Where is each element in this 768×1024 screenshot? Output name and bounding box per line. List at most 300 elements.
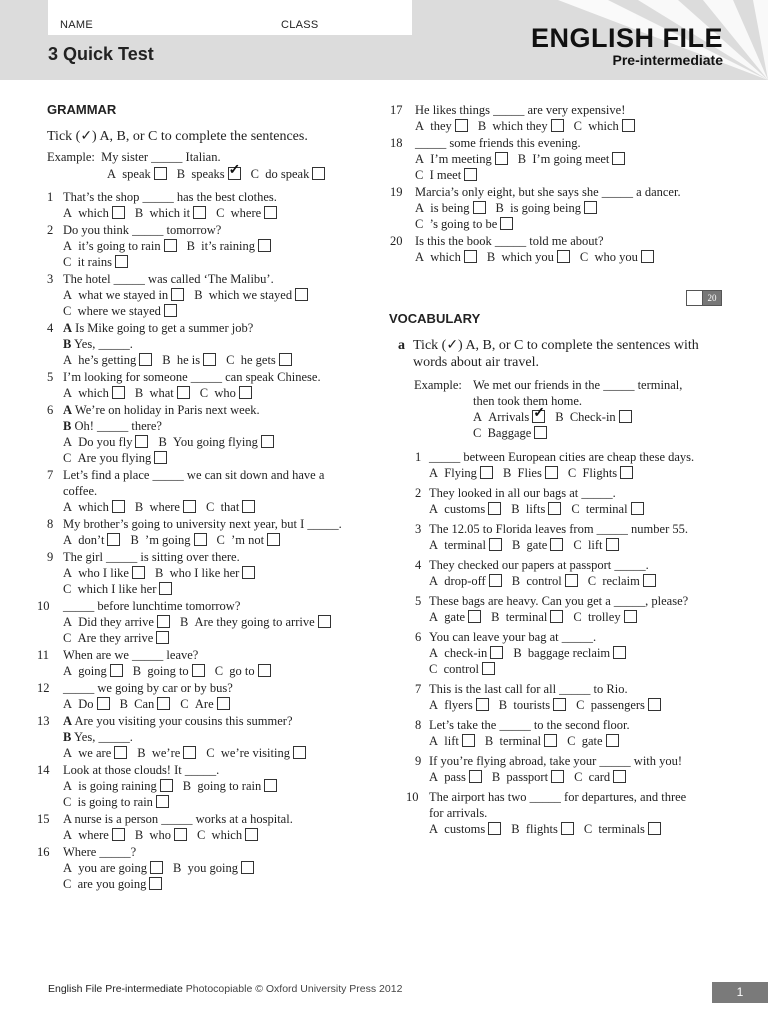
option-letter: A <box>429 698 439 712</box>
answer-checkbox[interactable] <box>488 502 501 515</box>
option-text: where we stayed <box>77 304 161 318</box>
grammar-heading: GRAMMAR <box>47 102 117 117</box>
answer-checkbox[interactable] <box>112 500 125 513</box>
answer-checkbox[interactable] <box>154 167 167 180</box>
option-letter: C <box>226 353 235 367</box>
answer-option[interactable] <box>429 697 489 713</box>
answer-checkbox[interactable] <box>164 304 177 317</box>
answer-option[interactable] <box>487 249 570 265</box>
answer-checkbox[interactable] <box>489 574 502 587</box>
options-row <box>63 385 382 401</box>
answer-option[interactable] <box>511 501 561 517</box>
options-row <box>63 254 382 270</box>
answer-option[interactable] <box>197 827 258 843</box>
question-number: 3 <box>47 272 54 286</box>
option-text: where <box>230 206 262 220</box>
answer-checkbox[interactable] <box>193 206 206 219</box>
answer-option[interactable] <box>588 573 656 589</box>
answer-checkbox[interactable] <box>612 152 625 165</box>
question-item <box>403 485 724 517</box>
answer-checkbox[interactable] <box>480 466 493 479</box>
answer-option[interactable] <box>130 532 206 548</box>
option-letter: B <box>173 861 182 875</box>
answer-checkbox[interactable] <box>154 451 167 464</box>
answer-option[interactable] <box>135 205 206 221</box>
answer-checkbox[interactable] <box>561 822 574 835</box>
answer-option[interactable] <box>162 352 216 368</box>
answer-checkbox[interactable] <box>217 697 230 710</box>
answer-option[interactable] <box>194 287 308 303</box>
answer-option[interactable] <box>512 537 563 553</box>
answer-option[interactable] <box>137 745 196 761</box>
answer-option[interactable] <box>571 501 643 517</box>
option-text: Are they going to arrive <box>194 615 315 629</box>
question-number: 14 <box>37 763 50 777</box>
options-row <box>63 696 382 712</box>
vocab-example-label: Example: <box>414 378 462 392</box>
answer-option[interactable] <box>573 537 618 553</box>
answer-checkbox[interactable] <box>97 697 110 710</box>
answer-checkbox[interactable] <box>488 822 501 835</box>
answer-option[interactable] <box>63 581 172 597</box>
question-item <box>47 271 382 319</box>
answer-option[interactable] <box>429 537 502 553</box>
question-number: 18 <box>390 136 403 150</box>
option-text: gate <box>444 610 466 624</box>
question-text: They checked our papers at passport _____. <box>429 558 649 572</box>
answer-checkbox[interactable] <box>174 828 187 841</box>
answer-checkbox[interactable] <box>258 239 271 252</box>
option-letter: A <box>63 353 73 367</box>
answer-option[interactable] <box>63 254 128 270</box>
answer-option[interactable] <box>177 166 241 182</box>
answer-checkbox[interactable] <box>464 168 477 181</box>
answer-option[interactable] <box>485 733 557 749</box>
option-letter: C <box>250 167 260 181</box>
question-text: They looked in all our bags at _____. <box>429 486 616 500</box>
options-row <box>415 151 724 167</box>
options-row <box>63 205 382 221</box>
answer-checkbox[interactable] <box>624 610 637 623</box>
question-number: 10 <box>406 790 419 804</box>
answer-checkbox[interactable] <box>619 410 632 423</box>
answer-option[interactable] <box>107 166 167 182</box>
option-text: is going being <box>510 201 581 215</box>
answer-option[interactable] <box>251 166 326 182</box>
answer-option[interactable] <box>491 609 563 625</box>
answer-checkbox[interactable] <box>620 466 633 479</box>
answer-option[interactable] <box>512 573 578 589</box>
answer-option[interactable] <box>215 663 271 679</box>
options-row <box>429 697 724 713</box>
answer-checkbox[interactable] <box>183 500 196 513</box>
answer-checkbox[interactable] <box>613 770 626 783</box>
answer-option[interactable] <box>63 385 125 401</box>
answer-option[interactable] <box>63 778 173 794</box>
answer-checkbox[interactable] <box>279 353 292 366</box>
answer-option[interactable] <box>135 385 190 401</box>
option-text: who <box>149 828 171 842</box>
question-number: 16 <box>37 845 50 859</box>
option-text: Flies <box>517 466 542 480</box>
answer-option[interactable] <box>63 827 125 843</box>
options-row <box>415 216 724 232</box>
answer-checkbox[interactable] <box>295 288 308 301</box>
option-text: it’s raining <box>201 239 255 253</box>
answer-option[interactable] <box>63 876 162 892</box>
question-text: The girl _____ is sitting over there. <box>63 550 240 564</box>
answer-option[interactable] <box>429 501 501 517</box>
answer-option[interactable] <box>580 249 654 265</box>
question-item <box>403 629 724 677</box>
answer-option[interactable] <box>63 860 163 876</box>
answer-checkbox[interactable] <box>462 734 475 747</box>
option-text: ’m going <box>145 533 191 547</box>
answer-option[interactable] <box>173 860 254 876</box>
answer-option[interactable] <box>555 409 631 425</box>
question-text: A We’re on holiday in Paris next week. <box>63 403 260 417</box>
answer-option[interactable] <box>120 696 171 712</box>
option-text: is being <box>430 201 470 215</box>
answer-option[interactable] <box>496 200 597 216</box>
question-item <box>37 811 382 843</box>
options-row <box>429 573 724 589</box>
question-item <box>403 557 724 589</box>
answer-option[interactable] <box>518 151 626 167</box>
answer-checkbox[interactable] <box>242 566 255 579</box>
answer-option[interactable] <box>63 287 184 303</box>
answer-checkbox[interactable] <box>164 239 177 252</box>
grammar-example <box>47 149 382 182</box>
answer-checkbox[interactable] <box>112 386 125 399</box>
answer-checkbox[interactable] <box>107 533 120 546</box>
answer-checkbox[interactable] <box>648 698 661 711</box>
answer-checkbox[interactable] <box>114 746 127 759</box>
answer-checkbox[interactable] <box>132 566 145 579</box>
answer-checkbox[interactable] <box>135 435 148 448</box>
answer-checkbox[interactable] <box>139 353 152 366</box>
answer-option[interactable] <box>473 409 545 425</box>
answer-option[interactable] <box>429 645 503 661</box>
answer-checkbox[interactable] <box>606 538 619 551</box>
answer-option[interactable] <box>567 733 618 749</box>
answer-checkbox[interactable] <box>489 538 502 551</box>
answer-option[interactable] <box>568 465 633 481</box>
answer-option[interactable] <box>415 249 477 265</box>
answer-option[interactable] <box>63 745 127 761</box>
answer-checkbox[interactable] <box>490 646 503 659</box>
answer-option[interactable] <box>415 167 477 183</box>
option-letter: A <box>63 615 73 629</box>
question-number: 1 <box>47 190 54 204</box>
answer-option[interactable] <box>63 238 177 254</box>
option-letter: C <box>567 466 577 480</box>
answer-checkbox[interactable] <box>648 822 661 835</box>
answer-checkbox[interactable] <box>553 698 566 711</box>
options-row <box>63 352 382 368</box>
answer-checkbox[interactable] <box>550 538 563 551</box>
options-row <box>63 434 382 450</box>
vocabulary-example <box>389 377 724 441</box>
answer-option[interactable] <box>499 697 566 713</box>
answer-checkbox[interactable] <box>241 861 254 874</box>
options-row <box>63 630 382 646</box>
answer-checkbox[interactable] <box>464 250 477 263</box>
answer-checkbox[interactable] <box>318 615 331 628</box>
answer-option[interactable] <box>180 614 331 630</box>
footer-copyright: Photocopiable © Oxford University Press 2012 <box>182 983 403 995</box>
answer-checkbox[interactable] <box>112 206 125 219</box>
answer-checkbox[interactable] <box>150 861 163 874</box>
answer-option[interactable] <box>429 661 495 677</box>
answer-option[interactable] <box>584 821 661 837</box>
answer-option[interactable] <box>63 630 169 646</box>
answer-option[interactable] <box>63 205 125 221</box>
option-text: control <box>526 574 562 588</box>
answer-checkbox[interactable] <box>267 533 280 546</box>
answer-checkbox[interactable] <box>495 152 508 165</box>
answer-checkbox[interactable] <box>157 615 170 628</box>
answer-checkbox[interactable] <box>551 770 564 783</box>
answer-option[interactable] <box>429 733 475 749</box>
answer-checkbox[interactable] <box>606 734 619 747</box>
options-row <box>414 425 724 441</box>
answer-option[interactable] <box>63 434 148 450</box>
answer-checkbox[interactable] <box>565 574 578 587</box>
answer-option[interactable] <box>415 118 468 134</box>
answer-checkbox[interactable] <box>534 426 547 439</box>
page-header <box>0 0 768 80</box>
option-text: you going <box>187 861 238 875</box>
option-letter: B <box>162 353 171 367</box>
question-number: 2 <box>47 223 54 237</box>
option-text: lift <box>587 538 603 552</box>
option-text: check-in <box>444 646 488 660</box>
answer-option[interactable] <box>429 821 501 837</box>
answer-checkbox[interactable] <box>160 779 173 792</box>
answer-checkbox[interactable] <box>156 631 169 644</box>
answer-option[interactable] <box>180 696 229 712</box>
option-text: speaks <box>191 167 225 181</box>
answer-checkbox[interactable] <box>203 353 216 366</box>
answer-checkbox[interactable] <box>643 574 656 587</box>
question-item <box>403 789 724 837</box>
answer-option[interactable] <box>63 614 170 630</box>
answer-checkbox[interactable] <box>264 779 277 792</box>
answer-option[interactable] <box>574 118 635 134</box>
answer-option[interactable] <box>217 532 281 548</box>
answer-option[interactable] <box>63 794 169 810</box>
answer-checkbox[interactable] <box>192 664 205 677</box>
answer-option[interactable] <box>429 573 502 589</box>
option-letter: A <box>63 500 73 514</box>
answer-option[interactable] <box>473 425 547 441</box>
test-title: 3 Quick Test <box>48 44 154 64</box>
answer-option[interactable] <box>187 238 271 254</box>
answer-checkbox[interactable] <box>584 201 597 214</box>
answer-checkbox[interactable] <box>115 255 128 268</box>
answer-option[interactable] <box>478 118 564 134</box>
question-number: 9 <box>47 550 54 564</box>
answer-option[interactable] <box>158 434 273 450</box>
answer-option[interactable] <box>576 697 661 713</box>
answer-checkbox[interactable] <box>500 217 513 230</box>
vocabulary-heading: VOCABULARY <box>389 311 481 326</box>
answer-option[interactable] <box>133 663 205 679</box>
answer-checkbox[interactable] <box>177 386 190 399</box>
answer-option[interactable] <box>492 769 564 785</box>
options-row <box>429 769 724 785</box>
question-text: _____ between European cities are cheap these days. <box>429 450 695 464</box>
answer-option[interactable] <box>183 778 277 794</box>
answer-option[interactable] <box>429 609 481 625</box>
answer-option[interactable] <box>415 216 513 232</box>
option-letter: C <box>567 734 576 748</box>
answer-checkbox[interactable] <box>557 250 570 263</box>
answer-checkbox[interactable] <box>242 500 255 513</box>
option-text: Do you fly <box>78 435 133 449</box>
answer-checkbox[interactable] <box>641 250 654 263</box>
options-row <box>63 450 382 466</box>
answer-option[interactable] <box>206 745 306 761</box>
answer-checkbox[interactable] <box>532 410 545 423</box>
answer-checkbox[interactable] <box>622 119 635 132</box>
option-letter: B <box>486 250 496 264</box>
options-row <box>415 167 724 183</box>
answer-option[interactable] <box>503 465 558 481</box>
answer-checkbox[interactable] <box>264 206 277 219</box>
question-item <box>37 598 382 646</box>
answer-checkbox[interactable] <box>261 435 274 448</box>
option-text: which I like her <box>77 582 157 596</box>
answer-checkbox[interactable] <box>312 167 325 180</box>
answer-checkbox[interactable] <box>551 119 564 132</box>
answer-checkbox[interactable] <box>239 386 252 399</box>
answer-checkbox[interactable] <box>194 533 207 546</box>
question-text: _____ before lunchtime tomorrow? <box>63 599 241 613</box>
answer-checkbox[interactable] <box>228 167 241 180</box>
option-letter: B <box>511 538 521 552</box>
answer-checkbox[interactable] <box>245 828 258 841</box>
option-text: what <box>149 386 174 400</box>
option-letter: A <box>415 119 425 133</box>
answer-option[interactable] <box>415 200 486 216</box>
answer-checkbox[interactable] <box>550 610 563 623</box>
question-text: He likes things _____ are very expensive! <box>415 103 626 117</box>
answer-option[interactable] <box>513 645 626 661</box>
answer-checkbox[interactable] <box>171 288 184 301</box>
answer-option[interactable] <box>573 609 636 625</box>
answer-option[interactable] <box>63 696 110 712</box>
answer-option[interactable] <box>63 352 152 368</box>
answer-checkbox[interactable] <box>159 582 172 595</box>
answer-checkbox[interactable] <box>548 502 561 515</box>
option-text: gate <box>581 734 603 748</box>
answer-option[interactable] <box>415 151 508 167</box>
answer-option[interactable] <box>200 385 252 401</box>
answer-option[interactable] <box>63 532 120 548</box>
option-letter: B <box>511 502 520 516</box>
answer-checkbox[interactable] <box>468 610 481 623</box>
answer-option[interactable] <box>63 663 123 679</box>
options-row <box>429 821 724 837</box>
option-text: is going to rain <box>77 795 153 809</box>
answer-checkbox[interactable] <box>473 201 486 214</box>
answer-option[interactable] <box>63 303 177 319</box>
option-text: they <box>430 119 452 133</box>
answer-checkbox[interactable] <box>149 877 162 890</box>
option-letter: B <box>134 206 144 220</box>
example-options <box>47 166 382 182</box>
option-letter: C <box>63 304 72 318</box>
answer-checkbox[interactable] <box>631 502 644 515</box>
question-item <box>47 467 382 515</box>
option-letter: C <box>415 217 424 231</box>
answer-checkbox[interactable] <box>112 828 125 841</box>
class-label: CLASS <box>281 19 319 31</box>
answer-option[interactable] <box>63 565 145 581</box>
answer-checkbox[interactable] <box>545 466 558 479</box>
question-text: The hotel _____ was called ‘The Malibu’. <box>63 272 274 286</box>
answer-option[interactable] <box>206 499 255 515</box>
options-row <box>63 794 382 810</box>
answer-option[interactable] <box>511 821 574 837</box>
score-input-box[interactable] <box>686 290 703 306</box>
options-row <box>63 745 382 761</box>
answer-option[interactable] <box>226 352 292 368</box>
answer-option[interactable] <box>155 565 255 581</box>
question-text: for arrivals. <box>429 806 488 820</box>
answer-option[interactable] <box>63 499 125 515</box>
answer-checkbox[interactable] <box>476 698 489 711</box>
answer-checkbox[interactable] <box>258 664 271 677</box>
answer-checkbox[interactable] <box>613 646 626 659</box>
option-text: I’m going meet <box>532 152 610 166</box>
question-text: Let’s find a place _____ we can sit down and have a <box>63 468 325 482</box>
question-text: B Yes, _____. <box>63 337 133 351</box>
question-text: Where _____? <box>63 845 137 859</box>
page-number: 1 <box>712 982 768 1003</box>
answer-option[interactable] <box>135 499 196 515</box>
option-text: which you <box>501 250 554 264</box>
answer-checkbox[interactable] <box>544 734 557 747</box>
answer-checkbox[interactable] <box>110 664 123 677</box>
answer-checkbox[interactable] <box>157 697 170 710</box>
question-text: Do you think _____ tomorrow? <box>63 223 222 237</box>
option-letter: A <box>63 566 73 580</box>
option-letter: A <box>415 250 425 264</box>
option-letter: A <box>429 538 439 552</box>
answer-checkbox[interactable] <box>469 770 482 783</box>
option-letter: A <box>63 664 73 678</box>
footer-brand: English File Pre-intermediate <box>48 983 183 995</box>
answer-option[interactable] <box>216 205 277 221</box>
question-item <box>47 320 382 368</box>
option-text: do speak <box>265 167 310 181</box>
answer-option[interactable] <box>429 465 493 481</box>
options-row <box>429 465 724 481</box>
answer-option[interactable] <box>135 827 187 843</box>
answer-checkbox[interactable] <box>293 746 306 759</box>
answer-checkbox[interactable] <box>455 119 468 132</box>
answer-option[interactable] <box>63 450 167 466</box>
answer-option[interactable] <box>429 769 482 785</box>
answer-option[interactable] <box>574 769 626 785</box>
answer-checkbox[interactable] <box>482 662 495 675</box>
option-letter: A <box>429 822 439 836</box>
answer-checkbox[interactable] <box>183 746 196 759</box>
answer-checkbox[interactable] <box>156 795 169 808</box>
